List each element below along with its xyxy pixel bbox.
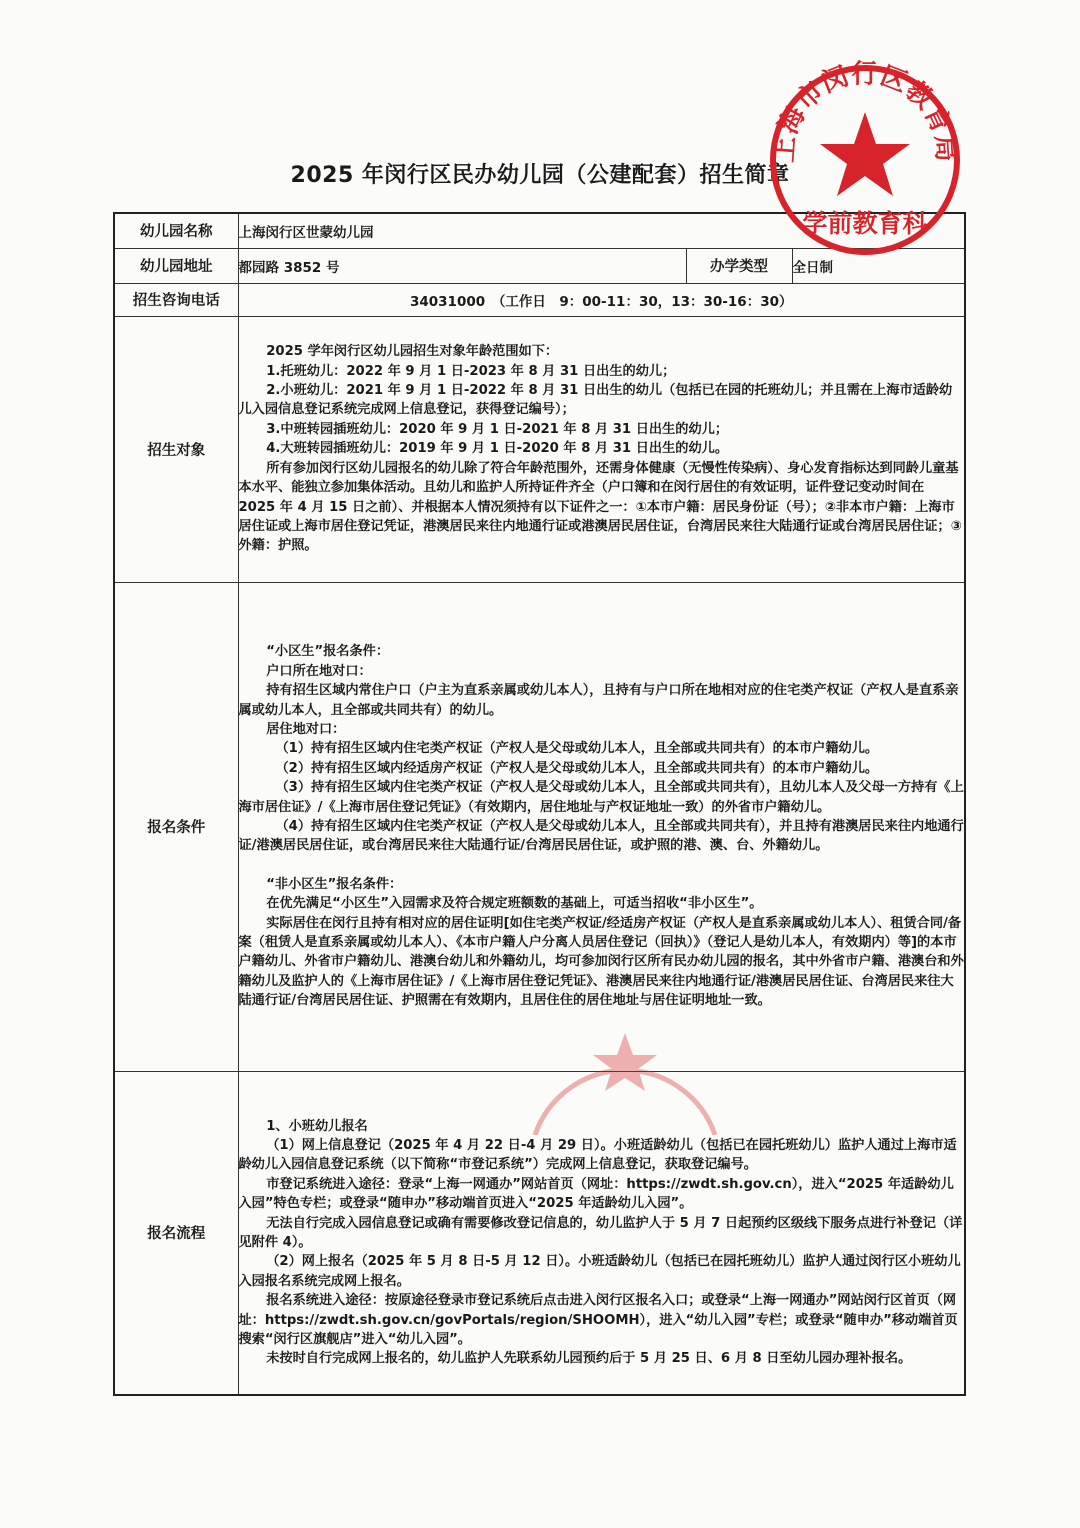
- kindergarten-name-value: 上海闵行区世蒙幼儿园: [238, 213, 965, 248]
- school-type-value: 全日制: [792, 248, 965, 283]
- conditions-paragraph: （2）持有招生区域内经适房产权证（产权人是父母或幼儿本人，且全部或共同共有）的本市户籍幼儿。: [275, 760, 879, 776]
- phone-label: 招生咨询电话: [114, 283, 238, 316]
- conditions-paragraph: 在优先满足“小区生”入园需求及符合规定班额数的基础上，可适当招收“非小区生”。: [266, 896, 763, 912]
- row-targets: [114, 316, 965, 582]
- process-paragraph: 报名系统进入途径：按原途径登录市登记系统后点击进入闵行区报名入口；或登录“上海一网通办”网站闵行区首页（网址：https://zwdt.sh.gov.cn/govPortals/region/SHOOMH），进入“幼儿入园”专栏；或登录“随申办”移动端首页搜索“闵行区旗舰店”进入“幼儿入园”。: [238, 1293, 958, 1348]
- conditions-paragraph: 户口所在地对口：: [266, 663, 372, 679]
- conditions-paragraph: 持有招生区域内常住户口（户主为直系亲属或幼儿本人），且持有与户口所在地相对应的住宅类产权证（产权人是直系亲属或幼儿本人，且全部或共同共有）的幼儿。: [238, 683, 959, 718]
- targets-paragraph: 2025 学年闵行区幼儿园招生对象年龄范围如下：: [266, 344, 559, 360]
- conditions-paragraph: 居住地对口：: [266, 721, 346, 737]
- targets-paragraph: 4.大班转园插班幼儿：2019 年 9 月 1 日-2020 年 8 月 31 日出生的幼儿。: [266, 441, 729, 457]
- targets-paragraph: 1.托班幼儿：2022 年 9 月 1 日-2023 年 8 月 31 日出生的幼儿；: [266, 363, 676, 379]
- seal-top-text: 上海市闵行区教育局: [769, 60, 961, 164]
- conditions-paragraph: 实际居住在闵行且持有相对应的居住证明[如住宅类产权证/经适房产权证（产权人是直系亲属或幼儿本人）、租赁合同/备案（租赁人是直系亲属或幼儿本人）、《本市户籍人户分离人员居住登记（回执）》（登记人是幼儿本人，有效期内）等]的本市户籍幼儿、外省市户籍幼儿、港澳台幼儿和外籍幼儿，均可参加闵行区所有民办幼儿园的报名，其中外省市户籍、港澳台和外籍幼儿及监护人的《上海市居住证》/《上海市居住登记凭证》、港澳居民来往内地通行证/港澳居民居住证、台湾居民来往大陆通行证/台湾居民居住证、护照需在有效期内，且居住住的居住地址与居住证明地址一致。: [238, 915, 964, 1009]
- process-paragraph: 市登记系统进入途径：登录“上海一网通办”网站首页（网址：https://zwdt.sh.gov.cn），进入“2025 年适龄幼儿入园”特色专栏；或登录“随申办”移动端首页进入“2025 年适龄幼儿入园”。: [238, 1176, 954, 1212]
- admission-table: [113, 212, 966, 1396]
- conditions-spacer: [239, 856, 965, 875]
- targets-paragraph: 2.小班幼儿：2021 年 9 月 1 日-2022 年 8 月 31 日出生的幼儿（包括已在园的托班幼儿；并且需在上海市适龄幼儿入园信息登记系统完成网上信息登记，获得登记编号）；: [238, 383, 953, 418]
- official-seal: [765, 60, 965, 260]
- targets-content: [238, 316, 965, 582]
- process-paragraph: （2）网上报名（2025 年 5 月 8 日-5 月 12 日）。小班适龄幼儿（包括已在园托班幼儿）监护人通过闵行区小班幼儿入园报名系统完成网上报名。: [238, 1254, 961, 1289]
- conditions-label: 报名条件: [114, 582, 238, 1071]
- process-paragraph: （1）网上信息登记（2025 年 4 月 22 日-4 月 29 日）。小班适龄幼儿（包括已在园托班幼儿）监护人通过上海市适龄幼儿入园信息登记系统（以下简称“市登记系统”）完成网上信息登记，获取登记编号。: [238, 1138, 957, 1173]
- process-heading: 1、小班幼儿报名: [266, 1118, 368, 1134]
- seal-bottom-text: 学前教育科: [802, 209, 928, 238]
- targets-paragraph: 所有参加闵行区幼儿园报名的幼儿除了符合年龄范围外，还需身体健康（无慢性传染病）、身心发育指标达到同龄儿童基本水平、能独立参加集体活动。且幼儿和监护人所持证件齐全（户口簿和在闵行居住的有效证明，证件登记变动时间在 2025 年 4 月 15 日之前）、并根据本人情况须持有以下证件之一：①本市户籍：居民身份证（号）；②非本市户籍：上海市居住证或上海市居住登记凭证，港澳居民来往内地通行证或港澳居民居住证，台湾居民来往大陆通行证或台湾居民居住证；③外籍：护照。: [238, 460, 962, 554]
- row-phone: [114, 283, 965, 316]
- kindergarten-address-value: 都园路 3852 号: [238, 248, 686, 283]
- conditions-paragraph: （1）持有招生区域内住宅类产权证（产权人是父母或幼儿本人，且全部或共同共有）的本市户籍幼儿。: [275, 741, 879, 757]
- process-paragraph: 无法自行完成入园信息登记或确有需要修改登记信息的，幼儿监护人于 5 月 7 日起预约区级线下服务点进行补登记（详见附件 4）。: [238, 1215, 963, 1251]
- kindergarten-name-label: 幼儿园名称: [114, 213, 238, 248]
- page-title: 2025 年闵行区民办幼儿园（公建配套）招生简章: [290, 163, 790, 188]
- school-type-label: 办学类型: [686, 248, 792, 283]
- process-paragraph: 未按时自行完成网上报名的，幼儿监护人先联系幼儿园预约后于 5 月 25 日、6 月 8 日至幼儿园办理补报名。: [266, 1351, 912, 1367]
- conditions-heading: “非小区生”报名条件：: [266, 876, 403, 892]
- conditions-paragraph: （3）持有招生区域内住宅类产权证（产权人是父母或幼儿本人，且全部或共同共有），且幼儿本人及父母一方持有《上海市居住证》/《上海市居住登记凭证》（有效期内，居住地址与产权证地址一致）的外省市户籍幼儿。: [238, 780, 964, 815]
- phone-value: 34031000 （工作日 9：00-11：30，13：30-16：30）: [238, 283, 965, 316]
- conditions-heading: “小区生”报名条件：: [266, 644, 390, 660]
- targets-label: 招生对象: [114, 316, 238, 582]
- process-label: 报名流程: [114, 1071, 238, 1395]
- targets-paragraph: 3.中班转园插班幼儿：2020 年 9 月 1 日-2021 年 8 月 31 日出生的幼儿；: [266, 421, 729, 437]
- conditions-paragraph: （4）持有招生区域内住宅类产权证（产权人是父母或幼儿本人，且全部或共同共有），并且持有港澳居民来往内地通行证/港澳居民居住证，或台湾居民来往大陆通行证/台湾居民居住证，或护照的港、澳、台、外籍幼儿。: [238, 819, 964, 854]
- faint-seal-mark: [515, 985, 735, 1135]
- kindergarten-address-label: 幼儿园地址: [114, 248, 238, 283]
